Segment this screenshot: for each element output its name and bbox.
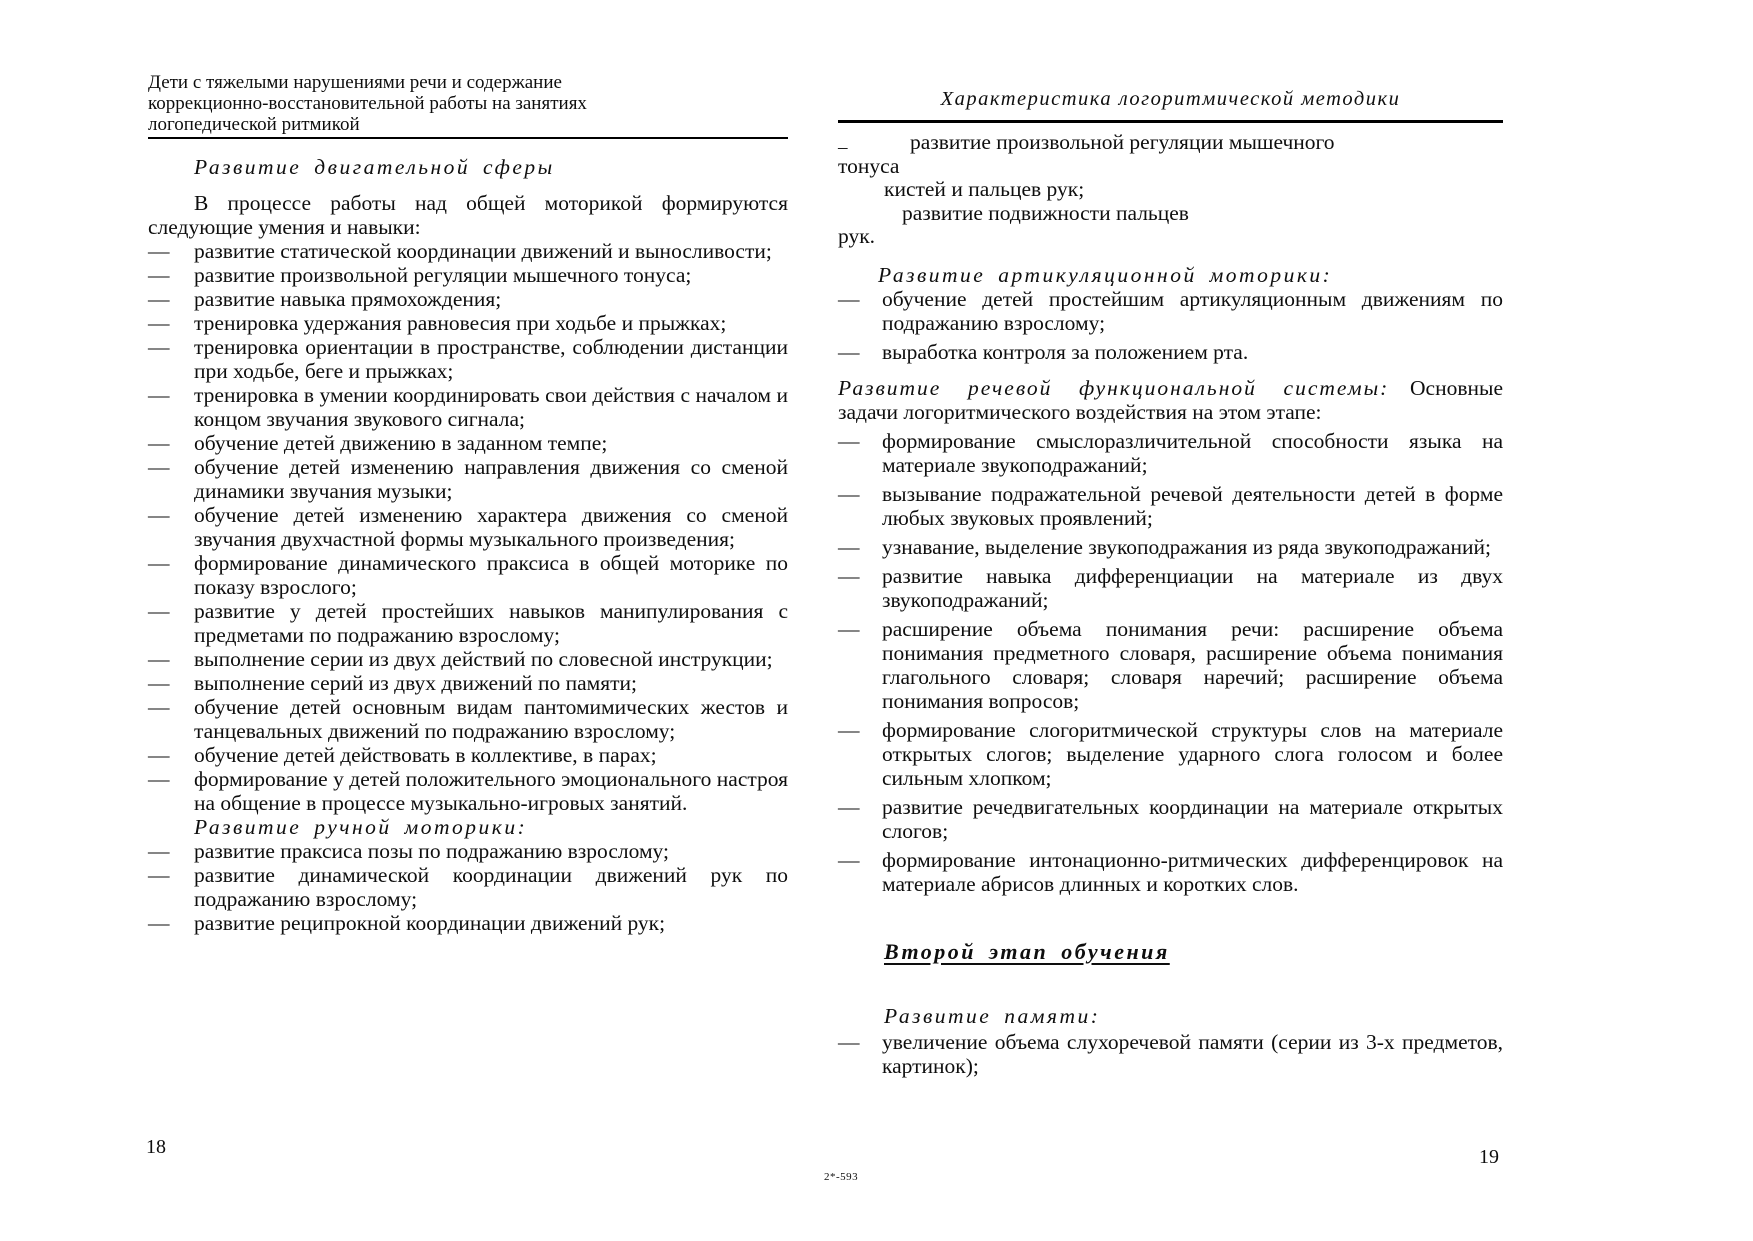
right-running-head: Характеристика логоритмической методики [838, 88, 1503, 123]
section-heading-articulation: Развитие артикуляционной моторики: [878, 262, 1333, 287]
memory-list [838, 1030, 1503, 1078]
list-item-text: развитие навыка дифференциации на материале из двух звукоподражаний; [882, 563, 1503, 612]
list-item [148, 311, 788, 335]
list-item-text: расширение объема понимания речи: расширение объема понимания предметного словаря, расширение объема понимания глагольного словаря; словаря наречий; расширение объема понимания вопросов; [882, 616, 1503, 713]
list-item [838, 287, 1503, 335]
list-item-text: формирование интонационно-ритмических дифференцировок на материале абрисов длинных и коротких слов. [882, 847, 1503, 896]
speech-system-paragraph [838, 376, 1503, 424]
list-item [838, 535, 1503, 559]
section-heading-speech-system: Развитие речевой функциональной системы: [838, 375, 1390, 400]
left-page [148, 72, 788, 935]
list-item [148, 599, 788, 647]
left-running-head [148, 72, 788, 139]
page-number-left: 18 [146, 1136, 166, 1158]
list-item [148, 383, 788, 431]
bullet-dash: — [838, 1029, 860, 1054]
list-item [838, 1030, 1503, 1078]
list-item-text: формирование слогоритмической структуры слов на материале открытых слогов; выделение ударного слога голосом и более сильным хлопком; [882, 717, 1503, 790]
left-running-head-text: Дети с тяжелыми нарушениями речи и содержание коррекционно-восстановительной работы на занятиях логопедической ритмикой [148, 72, 587, 135]
list-item [148, 431, 788, 455]
hand-skills-list [148, 839, 788, 935]
list-item-text: тренировка удержания равновесия при ходьбе и прыжках; [194, 311, 727, 335]
bullet-dash: — [838, 428, 860, 453]
bullet-dash: — [838, 794, 860, 819]
list-item [148, 335, 788, 383]
list-item-text: формирование смыслоразличительной способности языка на материале звукоподражаний; [882, 428, 1503, 477]
list-item-text: развитие у детей простейших навыков манипулирования с предметами по подражанию взрослому; [194, 599, 788, 647]
continuation-line: кистей и пальцев рук; [884, 177, 1085, 201]
continuation-line: тонуса [838, 153, 900, 178]
bullet-dash: — [838, 286, 860, 311]
bullet-dash: — [148, 263, 170, 287]
list-item [838, 718, 1503, 790]
section-heading-second-stage: Второй этап обучения [884, 938, 1170, 964]
list-item-text: развитие динамической координации движений рук по подражанию взрослому; [194, 863, 788, 911]
bullet-dash: — [148, 239, 170, 263]
list-item [838, 482, 1503, 530]
bullet-dash: — [838, 481, 860, 506]
bullet-dash: — [148, 503, 170, 527]
list-item [838, 848, 1503, 896]
list-item [148, 839, 788, 863]
bullet-dash: — [148, 839, 170, 863]
bullet-dash: — [838, 534, 860, 559]
bullet-dash: — [838, 717, 860, 742]
bullet-dash: – [838, 137, 848, 158]
list-item [148, 863, 788, 911]
list-item-text: развитие произвольной регуляции мышечного тонуса; [194, 263, 692, 287]
printers-signature: 2*-593 [824, 1171, 859, 1183]
list-item [838, 564, 1503, 612]
list-item-text: выполнение серий из двух движений по памяти; [194, 671, 638, 695]
bullet-dash: — [148, 431, 170, 455]
list-item [148, 263, 788, 287]
list-item-text: выработка контроля за положением рта. [882, 339, 1249, 364]
list-item [148, 647, 788, 671]
bullet-dash: — [838, 847, 860, 872]
continuation-line: развитие подвижности пальцев [902, 200, 1189, 225]
bullet-dash: — [148, 647, 170, 671]
list-item-text: обучение детей простейшим артикуляционным движениям по подражанию взрослому; [882, 286, 1503, 335]
right-page [838, 88, 1503, 1083]
list-item-text: обучение детей изменению направления движения со сменой динамики звучания музыки; [194, 455, 788, 503]
list-item [148, 671, 788, 695]
list-item-text: обучение детей основным видам пантомимических жестов и танцевальных движений по подражанию взрослому; [194, 695, 788, 743]
section-heading-memory: Развитие памяти: [884, 1003, 1101, 1028]
list-item-text: формирование у детей положительного эмоционального настроя на общение в процессе музыкально-игровых занятий. [194, 767, 788, 815]
list-item-text: тренировка в умении координировать свои действия с началом и концом звучания звукового сигнала; [194, 383, 788, 431]
bullet-dash: — [148, 695, 170, 719]
list-item [148, 695, 788, 743]
list-item [148, 503, 788, 551]
continuation-line [838, 130, 1503, 158]
section-heading-motor-sphere: Развитие двигательной сферы [194, 155, 555, 179]
list-item-text: развитие реципрокной координации движений рук; [194, 911, 666, 935]
speech-tasks-list [838, 429, 1503, 896]
list-item-text: обучение детей действовать в коллективе, в парах; [194, 743, 657, 767]
bullet-dash: — [148, 863, 170, 887]
bullet-dash: — [838, 616, 860, 641]
list-item [148, 767, 788, 815]
section-heading-hand-motor: Развитие ручной моторики: [194, 815, 528, 839]
list-item-text: развитие навыка прямохождения; [194, 287, 502, 311]
continuation-text: развитие произвольной регуляции мышечного [910, 130, 1335, 154]
bullet-dash: — [148, 911, 170, 935]
list-item [148, 287, 788, 311]
list-item-text: выполнение серии из двух действий по словесной инструкции; [194, 647, 773, 671]
list-item-text: обучение детей изменению характера движения со сменой звучания двухчастной формы музыкального произведения; [194, 503, 788, 551]
continuation-fragment [838, 131, 1503, 249]
bullet-dash: — [148, 335, 170, 359]
list-item-text: тренировка ориентации в пространстве, соблюдении дистанции при ходьбе, беге и прыжках; [194, 335, 788, 383]
list-item [148, 455, 788, 503]
bullet-dash: — [148, 551, 170, 575]
list-item-text: узнавание, выделение звукоподражания из ряда звукоподражаний; [882, 534, 1491, 559]
list-item [838, 340, 1503, 364]
list-item [148, 911, 788, 935]
articulation-list [838, 287, 1503, 364]
list-item-text: развитие статической координации движений и выносливости; [194, 239, 772, 263]
list-item-text: вызывание подражательной речевой деятельности детей в форме любых звуковых проявлений; [882, 481, 1503, 530]
list-item [838, 795, 1503, 843]
list-item-text: развитие речедвигательных координации на материале открытых слогов; [882, 794, 1503, 843]
motor-skills-list [148, 239, 788, 815]
bullet-dash: — [148, 455, 170, 479]
bullet-dash: — [148, 383, 170, 407]
speech-system-intro: Основные задачи логоритмического воздействия на этом этапе: [838, 375, 1503, 424]
bullet-dash: — [148, 311, 170, 335]
bullet-dash: — [148, 743, 170, 767]
list-item [148, 239, 788, 263]
continuation-line: рук. [838, 224, 876, 248]
bullet-dash: — [838, 563, 860, 588]
list-item [148, 551, 788, 599]
list-item-text: обучение детей движению в заданном темпе; [194, 431, 608, 455]
page-number-right: 19 [1479, 1146, 1499, 1168]
list-item [148, 743, 788, 767]
list-item-text: увеличение объема слухоречевой памяти (серии из 3-х предметов, картинок); [882, 1029, 1503, 1078]
list-item-text: развитие праксиса позы по подражанию взрослому; [194, 839, 669, 863]
list-item-text: формирование динамического праксиса в общей моторике по показу взрослого; [194, 551, 788, 599]
bullet-dash: — [148, 767, 170, 791]
bullet-dash: — [148, 599, 170, 623]
bullet-dash: — [838, 339, 860, 364]
list-item [838, 429, 1503, 477]
intro-paragraph: В процессе работы над общей моторикой формируются следующие умения и навыки: [148, 191, 788, 239]
list-item [838, 617, 1503, 713]
bullet-dash: — [148, 671, 170, 695]
bullet-dash: — [148, 287, 170, 311]
